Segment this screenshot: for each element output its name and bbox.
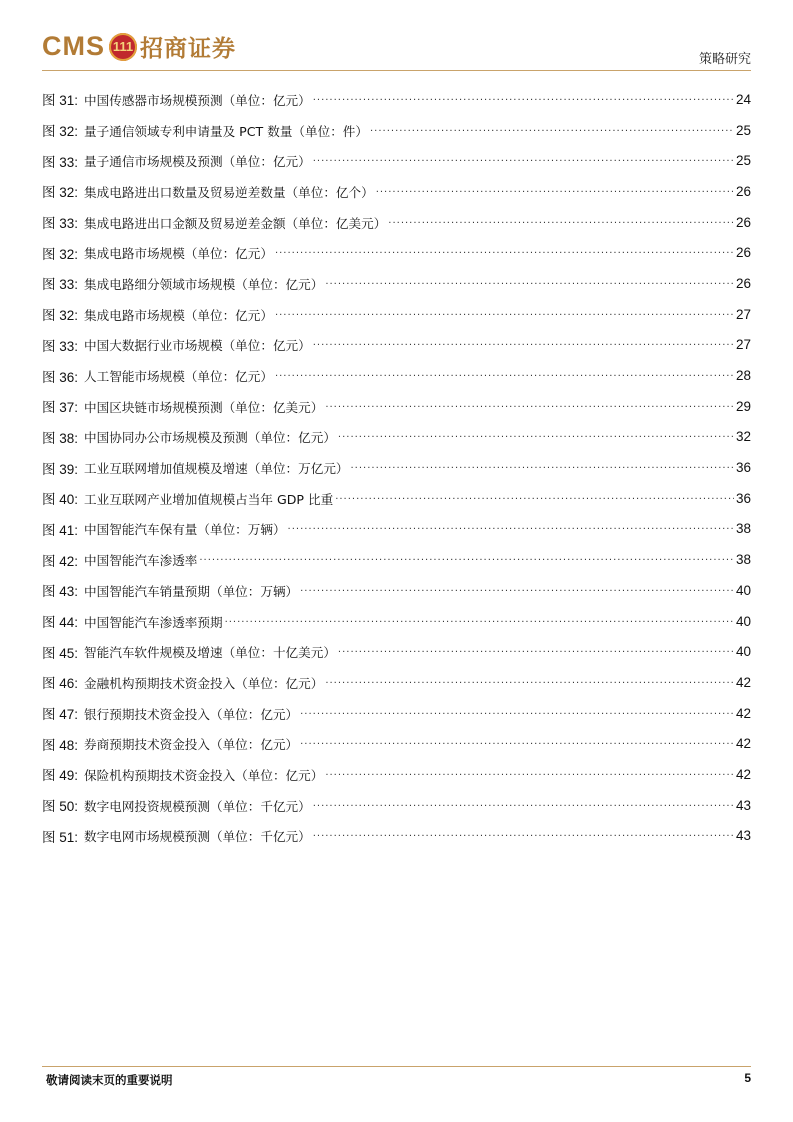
figure-number: 图 33: bbox=[42, 338, 79, 354]
figure-title: 集成电路市场规模（单位：亿元） bbox=[84, 246, 273, 262]
toc-entry[interactable] bbox=[42, 207, 751, 238]
figure-title: 人工智能市场规模（单位：亿元） bbox=[84, 369, 273, 385]
dot-leader bbox=[388, 215, 734, 226]
dot-leader bbox=[300, 736, 734, 747]
logo-badge-icon: 111 bbox=[109, 33, 137, 61]
toc-entry[interactable] bbox=[42, 268, 751, 299]
dot-leader bbox=[325, 399, 734, 410]
logo-text-cms: CMS bbox=[42, 31, 105, 61]
figure-number: 图 33: bbox=[42, 154, 79, 170]
page-ref: 29 bbox=[735, 398, 751, 414]
figure-number: 图 32: bbox=[42, 246, 79, 262]
page-ref: 40 bbox=[735, 582, 751, 598]
figure-title: 数字电网投资规模预测（单位：千亿元） bbox=[84, 798, 311, 814]
dot-leader bbox=[313, 153, 734, 164]
figure-title: 保险机构预期技术资金投入（单位：亿元） bbox=[84, 767, 324, 783]
page-ref: 36 bbox=[735, 460, 751, 476]
toc-entry[interactable] bbox=[42, 422, 751, 453]
figure-number: 图 33: bbox=[42, 277, 79, 293]
figure-number: 图 33: bbox=[42, 216, 79, 232]
dot-leader bbox=[275, 307, 734, 318]
figure-number: 图 46: bbox=[42, 676, 79, 692]
toc-entry[interactable] bbox=[42, 636, 751, 667]
dot-leader bbox=[313, 92, 734, 103]
toc-entry[interactable] bbox=[42, 514, 751, 545]
page-ref: 28 bbox=[735, 368, 751, 384]
toc-entry[interactable] bbox=[42, 237, 751, 268]
cms-logo bbox=[42, 30, 236, 63]
toc-entry[interactable] bbox=[42, 84, 751, 115]
dot-leader bbox=[313, 828, 734, 839]
page-ref: 42 bbox=[735, 766, 751, 782]
toc-entry[interactable] bbox=[42, 575, 751, 606]
dot-leader bbox=[313, 798, 734, 809]
toc-entry[interactable] bbox=[42, 145, 751, 176]
toc-entry[interactable] bbox=[42, 790, 751, 821]
figure-title: 中国协同办公市场规模及预测（单位：亿元） bbox=[84, 430, 336, 446]
figure-title: 量子通信领域专利申请量及 PCT 数量（单位：件） bbox=[84, 123, 368, 139]
toc-entry[interactable] bbox=[42, 821, 751, 852]
dot-leader bbox=[199, 552, 734, 563]
figure-number: 图 44: bbox=[42, 615, 79, 631]
figure-number: 图 32: bbox=[42, 308, 79, 324]
dot-leader bbox=[370, 123, 734, 134]
page-ref: 27 bbox=[735, 306, 751, 322]
figure-number: 图 42: bbox=[42, 553, 79, 569]
toc-entry[interactable] bbox=[42, 452, 751, 483]
dot-leader bbox=[338, 429, 734, 440]
dot-leader bbox=[313, 337, 734, 348]
dot-leader bbox=[300, 706, 734, 717]
dot-leader bbox=[275, 368, 734, 379]
dot-leader bbox=[225, 614, 734, 625]
figure-title: 中国智能汽车渗透率预期 bbox=[84, 614, 223, 630]
page-ref: 26 bbox=[735, 245, 751, 261]
figure-number: 图 32: bbox=[42, 185, 79, 201]
dot-leader bbox=[325, 276, 734, 287]
page-ref: 24 bbox=[735, 91, 751, 107]
figure-number: 图 39: bbox=[42, 461, 79, 477]
figure-title: 数字电网市场规模预测（单位：千亿元） bbox=[84, 829, 311, 845]
figure-title: 集成电路市场规模（单位：亿元） bbox=[84, 307, 273, 323]
figure-title: 工业互联网增加值规模及增速（单位：万亿元） bbox=[84, 461, 349, 477]
figure-number: 图 36: bbox=[42, 369, 79, 385]
toc-entry[interactable] bbox=[42, 667, 751, 698]
page-ref: 42 bbox=[735, 736, 751, 752]
toc-entry[interactable] bbox=[42, 606, 751, 637]
page-ref: 42 bbox=[735, 705, 751, 721]
figure-title: 中国大数据行业市场规模（单位：亿元） bbox=[84, 338, 311, 354]
page-ref: 38 bbox=[735, 521, 751, 537]
page-ref: 27 bbox=[735, 337, 751, 353]
toc-entry[interactable] bbox=[42, 728, 751, 759]
page-ref: 36 bbox=[735, 490, 751, 506]
figure-number: 图 43: bbox=[42, 584, 79, 600]
toc-entry[interactable] bbox=[42, 759, 751, 790]
figure-title: 工业互联网产业增加值规模占当年 GDP 比重 bbox=[84, 491, 334, 507]
figure-title: 集成电路进出口数量及贸易逆差数量（单位：亿个） bbox=[84, 184, 374, 200]
figure-number: 图 41: bbox=[42, 522, 79, 538]
figure-number: 图 50: bbox=[42, 799, 79, 815]
figure-title: 券商预期技术资金投入（单位：亿元） bbox=[84, 737, 299, 753]
page-ref: 32 bbox=[735, 429, 751, 445]
page-ref: 25 bbox=[735, 122, 751, 138]
page-ref: 40 bbox=[735, 644, 751, 660]
figure-title: 金融机构预期技术资金投入（单位：亿元） bbox=[84, 675, 324, 691]
toc-entry[interactable] bbox=[42, 360, 751, 391]
toc-entry[interactable] bbox=[42, 299, 751, 330]
page-ref: 42 bbox=[735, 674, 751, 690]
page-ref: 38 bbox=[735, 552, 751, 568]
figure-title: 银行预期技术资金投入（单位：亿元） bbox=[84, 706, 299, 722]
toc-entry[interactable] bbox=[42, 176, 751, 207]
figure-title: 中国智能汽车渗透率 bbox=[84, 553, 198, 569]
page-ref: 26 bbox=[735, 275, 751, 291]
page-ref: 43 bbox=[735, 797, 751, 813]
dot-leader bbox=[288, 521, 734, 532]
toc-entry[interactable] bbox=[42, 391, 751, 422]
figure-title: 智能汽车软件规模及增速（单位：十亿美元） bbox=[84, 645, 336, 661]
figure-number: 图 32: bbox=[42, 124, 79, 140]
dot-leader bbox=[376, 184, 734, 195]
dot-leader bbox=[335, 491, 734, 502]
figure-list bbox=[42, 84, 751, 851]
header-divider bbox=[42, 70, 751, 71]
footer-divider bbox=[42, 1066, 751, 1067]
dot-leader bbox=[300, 583, 734, 594]
figure-number: 图 49: bbox=[42, 768, 79, 784]
dot-leader bbox=[338, 644, 734, 655]
figure-title: 中国区块链市场规模预测（单位：亿美元） bbox=[84, 399, 324, 415]
page-ref: 43 bbox=[735, 828, 751, 844]
disclaimer-note: 敬请阅读末页的重要说明 bbox=[46, 1073, 173, 1087]
figure-number: 图 45: bbox=[42, 645, 79, 661]
page-ref: 40 bbox=[735, 613, 751, 629]
figure-number: 图 47: bbox=[42, 707, 79, 723]
page-number: 5 bbox=[744, 1071, 751, 1085]
section-label: 策略研究 bbox=[698, 52, 751, 67]
toc-entry[interactable] bbox=[42, 330, 751, 361]
page-footer bbox=[42, 1066, 751, 1087]
figure-title: 中国智能汽车保有量（单位：万辆） bbox=[84, 522, 286, 538]
toc-entry[interactable] bbox=[42, 483, 751, 514]
logo-text-cn: 招商证券 bbox=[140, 35, 236, 62]
toc-entry[interactable] bbox=[42, 544, 751, 575]
dot-leader bbox=[351, 460, 734, 471]
figure-title: 集成电路进出口金额及贸易逆差金额（单位：亿美元） bbox=[84, 215, 387, 231]
page-ref: 26 bbox=[735, 183, 751, 199]
dot-leader bbox=[275, 245, 734, 256]
dot-leader bbox=[325, 675, 734, 686]
toc-entry[interactable] bbox=[42, 698, 751, 729]
page-ref: 25 bbox=[735, 153, 751, 169]
figure-number: 图 31: bbox=[42, 93, 79, 109]
dot-leader bbox=[325, 767, 734, 778]
figure-title: 集成电路细分领域市场规模（单位：亿元） bbox=[84, 276, 324, 292]
figure-number: 图 38: bbox=[42, 430, 79, 446]
figure-number: 图 48: bbox=[42, 737, 79, 753]
page-header bbox=[42, 26, 751, 74]
figure-title: 中国传感器市场规模预测（单位：亿元） bbox=[84, 92, 311, 108]
figure-number: 图 37: bbox=[42, 400, 79, 416]
figure-number: 图 40: bbox=[42, 492, 79, 508]
toc-entry[interactable] bbox=[42, 115, 751, 146]
figure-title: 量子通信市场规模及预测（单位：亿元） bbox=[84, 154, 311, 170]
figure-number: 图 51: bbox=[42, 829, 79, 845]
page-ref: 26 bbox=[735, 214, 751, 230]
figure-title: 中国智能汽车销量预期（单位：万辆） bbox=[84, 583, 299, 599]
